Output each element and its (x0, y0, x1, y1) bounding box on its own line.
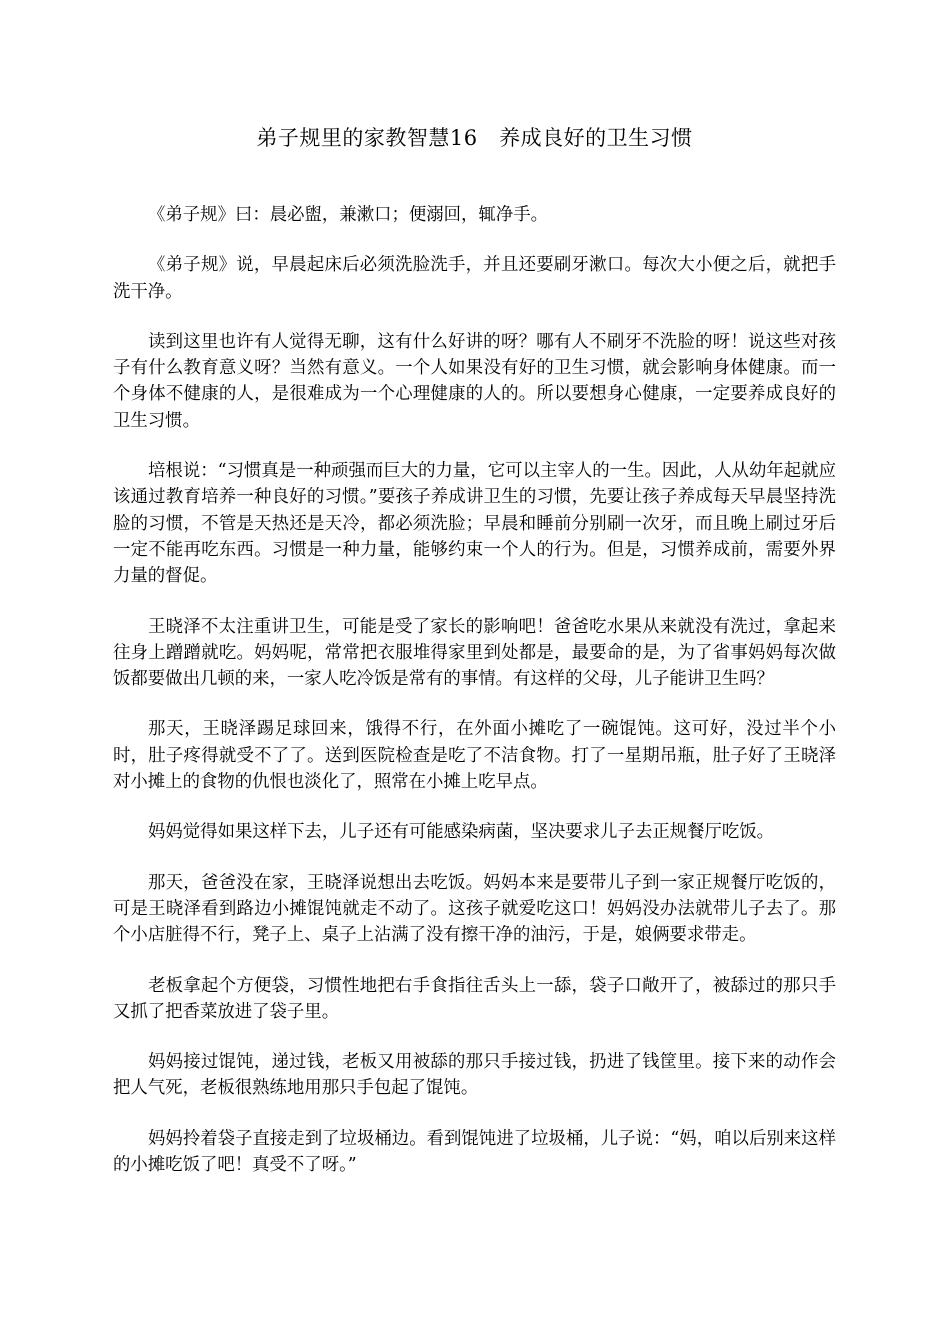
paragraph-significance: 读到这里也许有人觉得无聊，这有什么好讲的呀？哪有人不刷牙不洗脸的呀！说这些对孩子有什么教育意义呀？当然有意义。一个人如果没有好的卫生习惯，就会影响身体健康。而一个身体不健康的人，是很难成为一个心理健康的人的。所以要想身心健康，一定要养成良好的卫生习惯。 (113, 331, 836, 431)
paragraph-story-intro: 王晓泽不太注重讲卫生，可能是受了家长的影响吧！爸爸吃水果从来就没有洗过，拿起来往身上蹭蹭就吃。妈妈呢，常常把衣服堆得家里到处都是，最要命的是，为了省事妈妈每次做饭都要做出几顿的来，一家人吃冷饭是常有的事情。有这样的父母，儿子能讲卫生吗？ (113, 616, 836, 690)
document-body (113, 202, 836, 1178)
paragraph-bacon-quote: 培根说：“习惯真是一种顽强而巨大的力量，它可以主宰人的一生。因此，人从幼年起就应该通过教育培养一种良好的习惯。”要孩子养成讲卫生的习惯，先要让孩子养成每天早晨坚持洗脸的习惯，不管是天热还是天冷，都必须洗脸；早晨和睡前分别刷一次牙，而且晚上刷过牙后一定不能再吃东西。习惯是一种力量，能够约束一个人的行为。但是，习惯养成前，需要外界力量的督促。 (113, 461, 836, 587)
paragraph-vendor-money: 妈妈接过馄饨，递过钱，老板又用被舔的那只手接过钱，扔进了钱筐里。接下来的动作会把人气死，老板很熟练地用那只手包起了馄饨。 (113, 1052, 836, 1099)
paragraph-vendor-licks: 老板拿起个方便袋，习惯性地把右手食指往舌头上一舔，袋子口敞开了，被舔过的那只手又抓了把香菜放进了袋子里。 (113, 975, 836, 1022)
paragraph-explanation: 《弟子规》说，早晨起床后必须洗脸洗手，并且还要刷牙漱口。每次大小便之后，就把手洗干净。 (113, 255, 836, 302)
paragraph-quote: 《弟子规》曰：晨必盥，兼漱口；便溺回，辄净手。 (148, 205, 548, 225)
paragraph-mother-decision: 妈妈觉得如果这样下去，儿子还有可能感染病菌，坚决要求儿子去正规餐厅吃饭。 (148, 822, 775, 843)
paragraph-ending: 妈妈拎着袋子直接走到了垃圾桶边。看到馄饨进了垃圾桶，儿子说：“妈，咱以后别来这样的小摊吃饭了吧！真受不了呀。” (113, 1128, 836, 1176)
document-title: 弟子规里的家教智慧16 养成良好的卫生习惯 (256, 126, 693, 150)
paragraph-stomachache: 那天，王晓泽踢足球回来，饿得不行，在外面小摊吃了一碗馄饨。这可好，没过半个小时，肚子疼得就受不了了。送到医院检查是吃了不洁食物。打了一星期吊瓶，肚子好了王晓泽对小摊上的食物的仇恨也淡化了，照常在小摊上吃早点。 (113, 719, 836, 793)
paragraph-going-out: 那天，爸爸没在家，王晓泽说想出去吃饭。妈妈本来是要带儿子到一家正规餐厅吃饭的，可是王晓泽看到路边小摊馄饨就走不动了。这孩子就爱吃这口！妈妈没办法就带儿子去了。那个小店脏得不行，凳子上、桌子上沾满了没有擦干净的油污，于是，娘俩要求带走。 (113, 872, 836, 946)
